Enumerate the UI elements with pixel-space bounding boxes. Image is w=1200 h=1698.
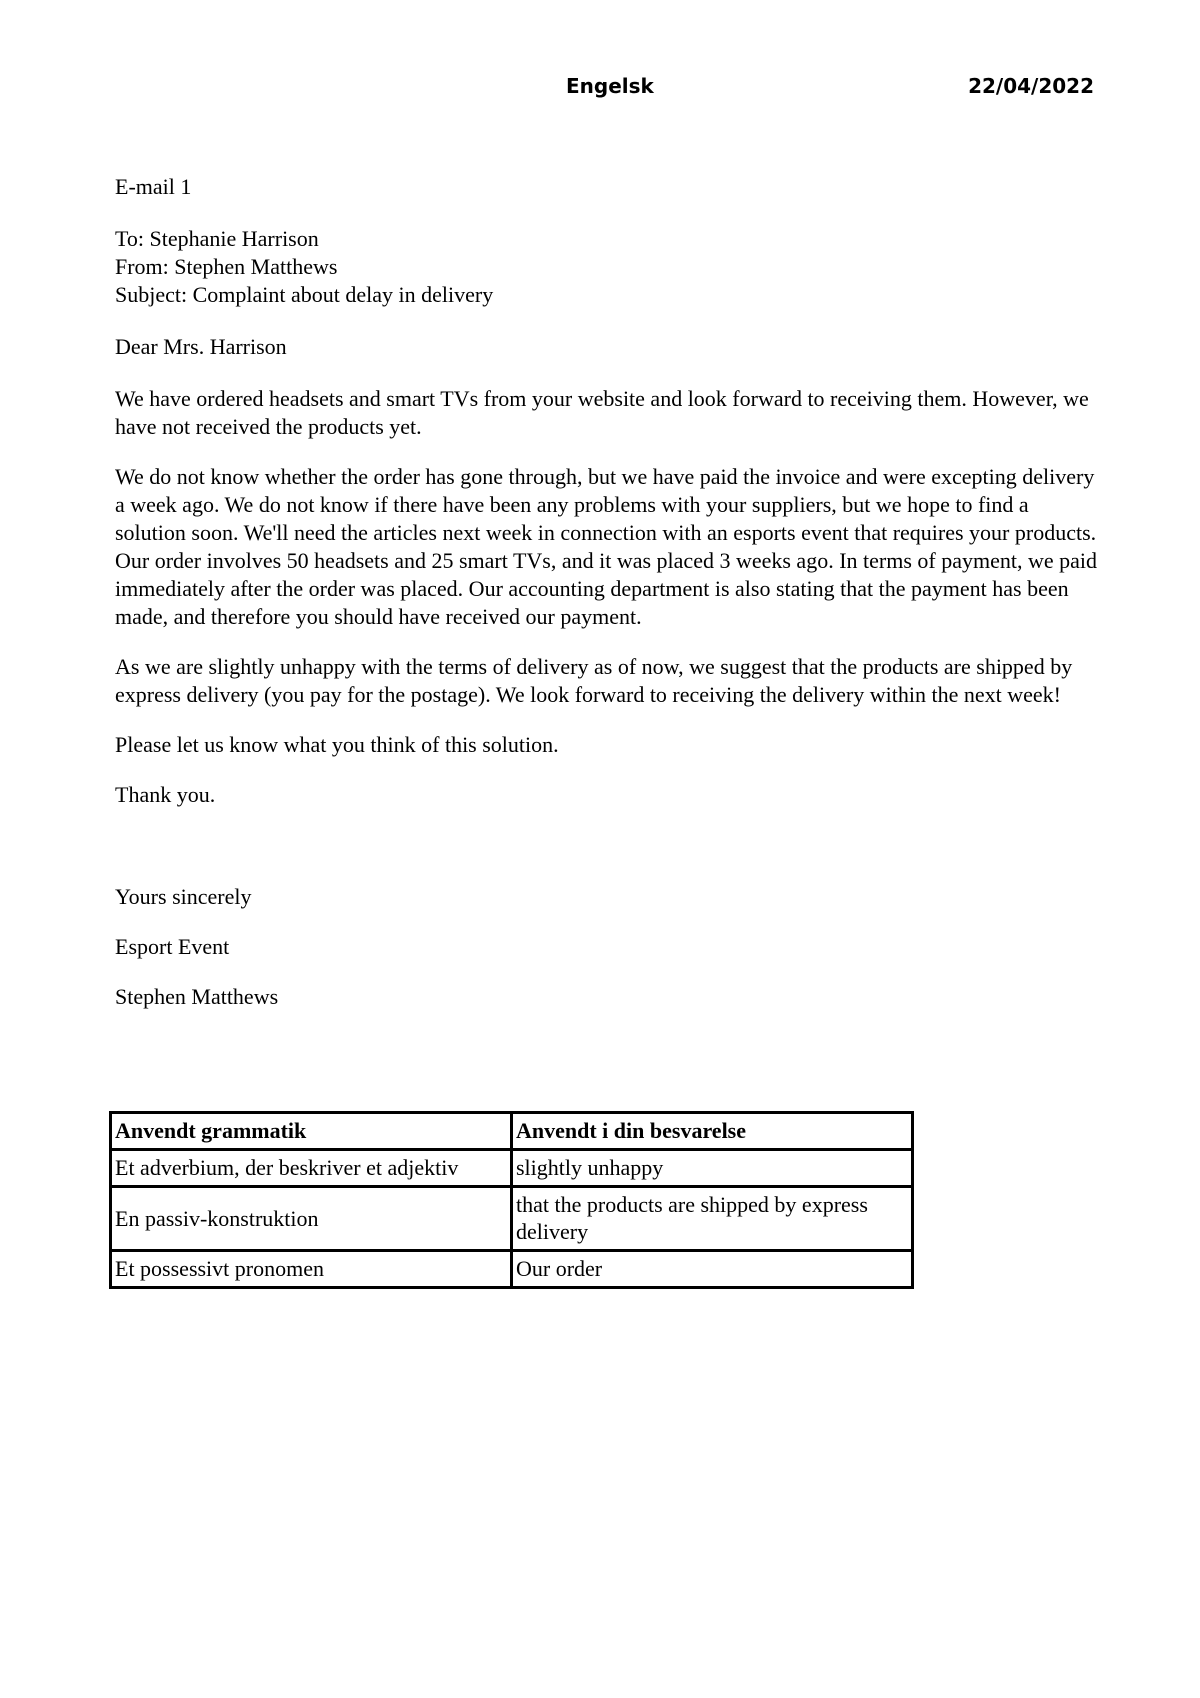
grammar-table <box>109 1111 914 1289</box>
email-paragraph: Please let us know what you think of this solution. <box>115 732 559 757</box>
table-cell: Et possessivt pronomen <box>111 1251 512 1288</box>
header-date: 22/04/2022 <box>968 74 1094 98</box>
table-cell: that the products are shipped by express delivery <box>512 1187 913 1251</box>
table-cell: En passiv-konstruktion <box>111 1187 512 1251</box>
email-paragraph: We do not know whether the order has gone through, but we have paid the invoice and were excepting delivery a week ago. We do not know if there have been any problems with your suppliers, but we hope to find a solution soon. We'll need the articles next week in connection with an esports event that requires your products. Our order involves 50 headsets and 25 smart TVs, and it was placed 3 weeks ago. In terms of payment, we paid immediately after the order was placed. Our accounting department is also stating that the payment has been made, and therefore you should have received our payment. <box>115 464 1098 629</box>
email-subject: Subject: Complaint about delay in delivery <box>115 282 494 307</box>
table-row <box>111 1187 913 1251</box>
email-label: E-mail 1 <box>115 174 192 199</box>
table-header: Anvendt grammatik <box>111 1113 512 1150</box>
email-paragraph: Thank you. <box>115 782 216 807</box>
table-cell: Our order <box>512 1251 913 1288</box>
email-paragraph: We have ordered headsets and smart TVs from your website and look forward to receiving them. However, we have not received the products yet. <box>115 386 1089 439</box>
email-signature: Stephen Matthews <box>115 984 279 1009</box>
email-from: From: Stephen Matthews <box>115 254 338 279</box>
email-paragraph: As we are slightly unhappy with the terms of delivery as of now, we suggest that the products are shipped by express delivery (you pay for the postage). We look forward to receiving the delivery within the next week! <box>115 654 1073 707</box>
table-cell: slightly unhappy <box>512 1150 913 1187</box>
email-greeting: Dear Mrs. Harrison <box>115 334 287 359</box>
email-to: To: Stephanie Harrison <box>115 226 319 251</box>
email-body <box>115 173 1100 1011</box>
table-row <box>111 1150 913 1187</box>
header-subject: Engelsk <box>566 74 654 98</box>
email-company: Esport Event <box>115 934 230 959</box>
table-header-row <box>111 1113 913 1150</box>
table-cell: Et adverbium, der beskriver et adjektiv <box>111 1150 512 1187</box>
table-row <box>111 1251 913 1288</box>
table-header: Anvendt i din besvarelse <box>512 1113 913 1150</box>
email-closing: Yours sincerely <box>115 884 252 909</box>
